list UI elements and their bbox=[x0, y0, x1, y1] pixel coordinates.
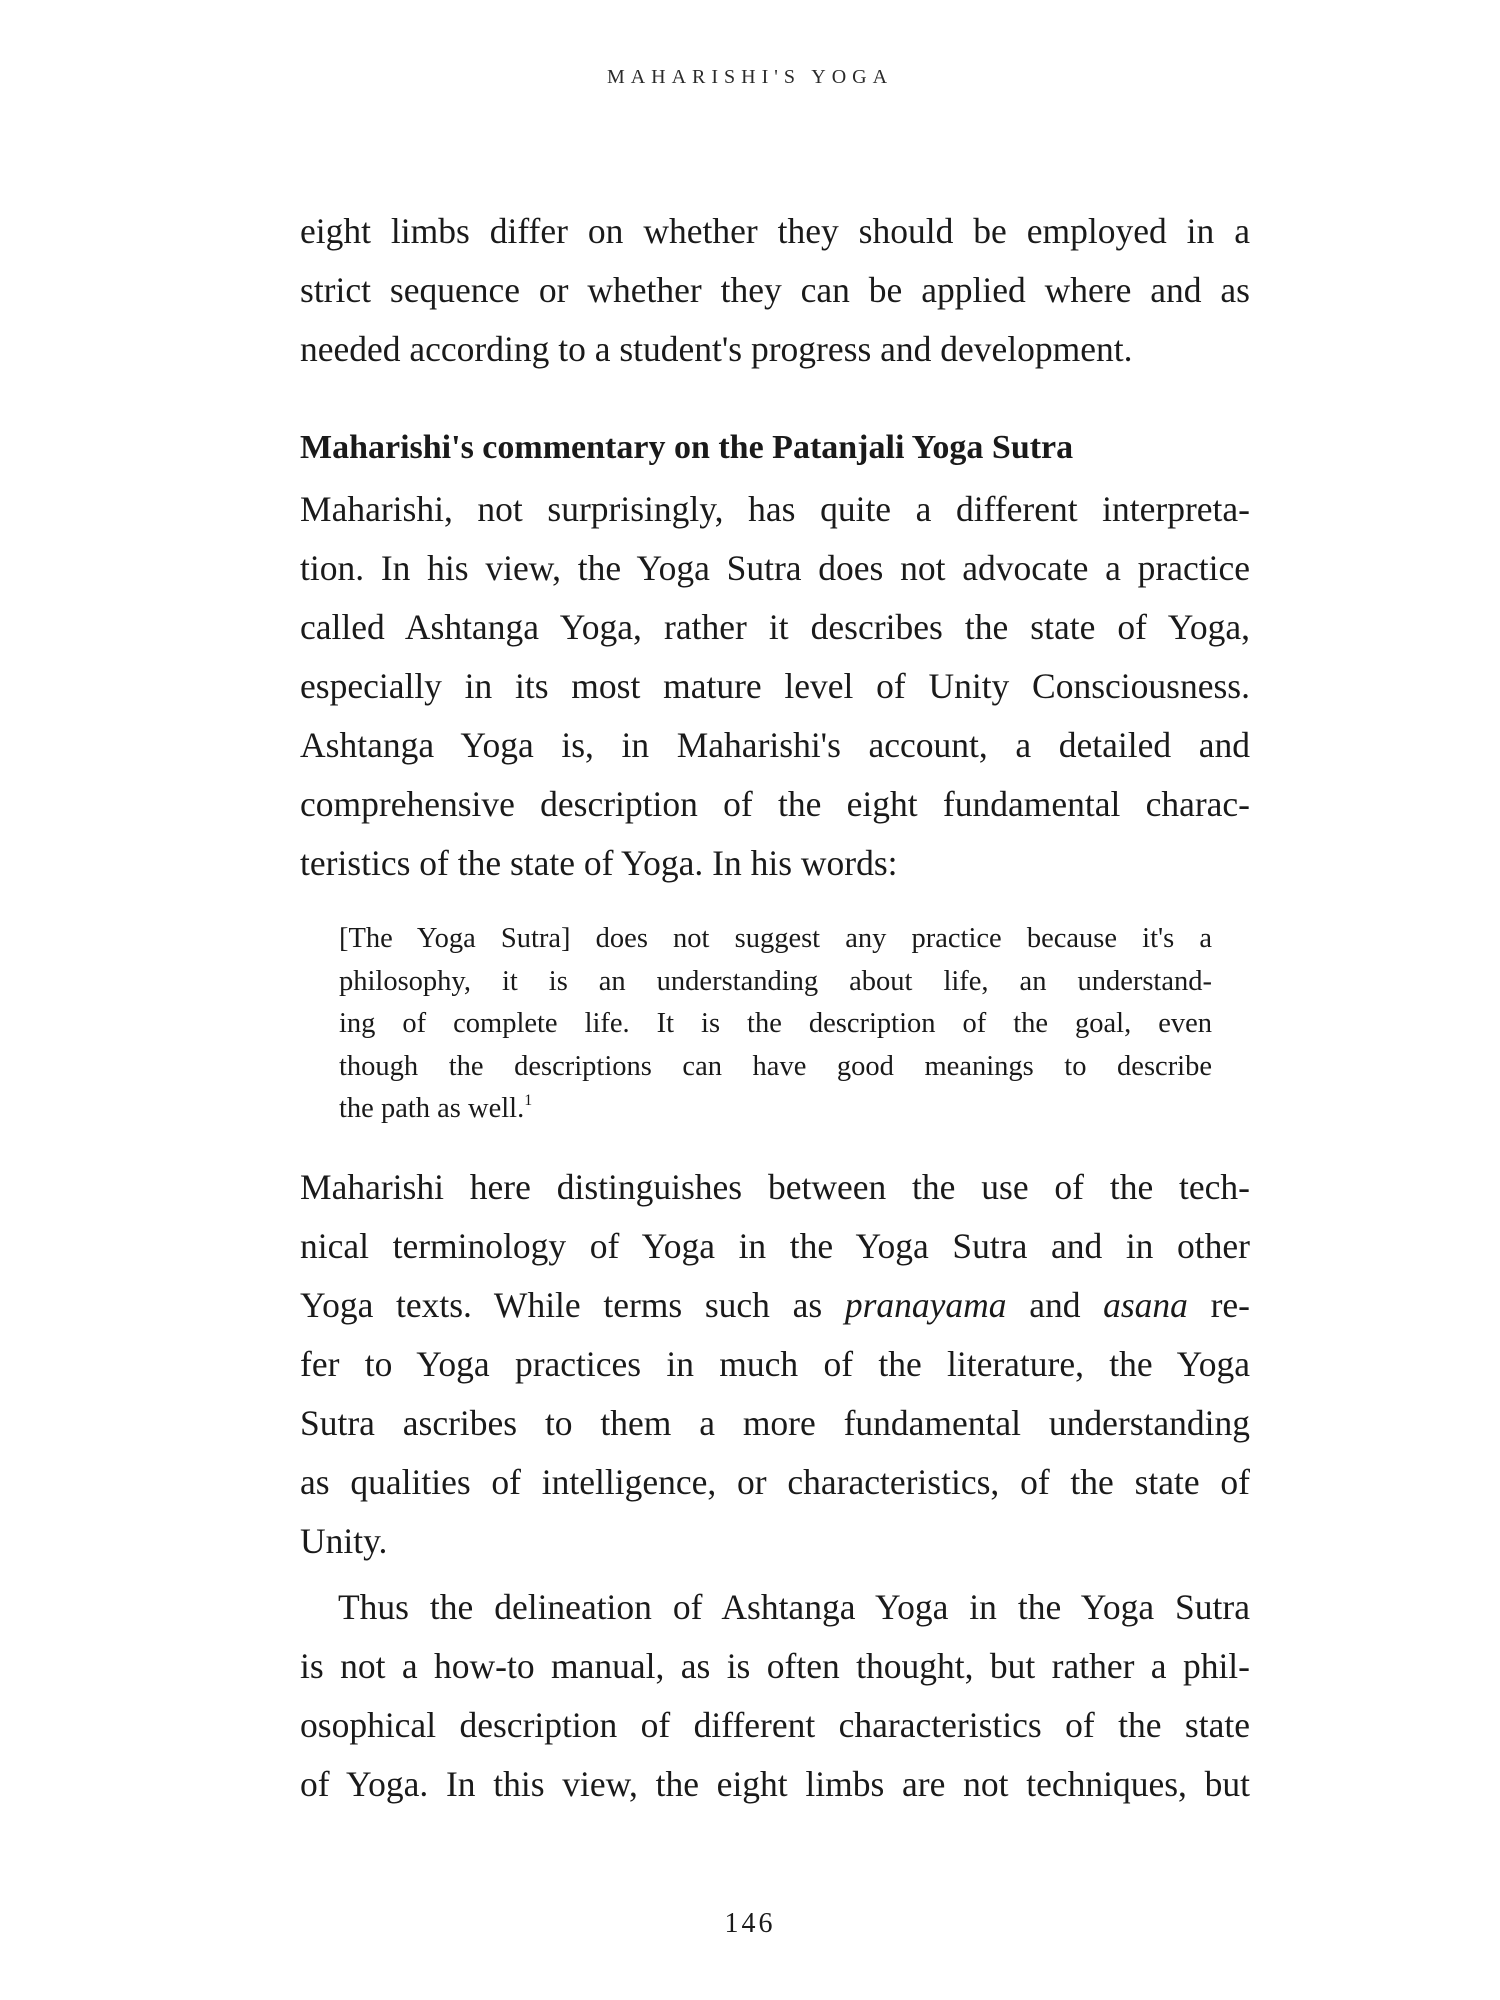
quote-line: though the descriptions can have good meanings to describe bbox=[339, 1050, 1212, 1082]
text-line: Ashtanga Yoga is, in Maharishi's account, a detailed and bbox=[300, 725, 1250, 765]
text-line: Maharishi, not surprisingly, has quite a different interpreta- bbox=[300, 489, 1250, 529]
footnote-marker: 1 bbox=[524, 1092, 533, 1109]
text-line: needed according to a student's progress and development. bbox=[300, 329, 1133, 369]
paragraph-2 bbox=[300, 1158, 1250, 1571]
paragraph-3 bbox=[300, 1578, 1250, 1814]
text-line: Thus the delineation of Ashtanga Yoga in the Yoga Sutra bbox=[338, 1587, 1250, 1627]
text-line: as qualities of intelligence, or characteristics, of the state of bbox=[300, 1462, 1250, 1502]
text-line: eight limbs differ on whether they should be employed in a bbox=[300, 211, 1250, 251]
term-asana: asana bbox=[1103, 1285, 1188, 1325]
term-pranayama: pranayama bbox=[844, 1285, 1007, 1325]
paragraph-1 bbox=[300, 480, 1250, 893]
text-line: comprehensive description of the eight fundamental charac- bbox=[300, 784, 1250, 824]
block-quote bbox=[339, 918, 1212, 1131]
quote-line: philosophy, it is an understanding about life, an understand- bbox=[339, 965, 1212, 997]
text-line: Sutra ascribes to them a more fundamental understanding bbox=[300, 1403, 1250, 1443]
text-line: strict sequence or whether they can be applied where and as bbox=[300, 270, 1250, 310]
text-line: osophical description of different characteristics of the state bbox=[300, 1705, 1250, 1745]
section-heading-block bbox=[300, 428, 1250, 468]
text-line: Maharishi here distinguishes between the use of the tech- bbox=[300, 1167, 1250, 1207]
section-heading: Maharishi's commentary on the Patanjali Yoga Sutra bbox=[300, 429, 1074, 466]
quote-line: [The Yoga Sutra] does not suggest any practice because it's a bbox=[339, 923, 1212, 954]
text-line: Unity. bbox=[300, 1521, 388, 1561]
text-line: teristics of the state of Yoga. In his words: bbox=[300, 843, 898, 883]
text-fragment: Yoga texts. While terms such as bbox=[300, 1285, 845, 1325]
running-head: MAHARISHI'S YOGA bbox=[606, 66, 894, 88]
opening-paragraph bbox=[300, 202, 1250, 379]
text-line bbox=[300, 1276, 1250, 1335]
text-line: is not a how-to manual, as is often thought, but rather a phil- bbox=[300, 1646, 1250, 1686]
text-line: called Ashtanga Yoga, rather it describes the state of Yoga, bbox=[300, 607, 1250, 647]
text-line: fer to Yoga practices in much of the literature, the Yoga bbox=[300, 1344, 1250, 1384]
quote-line: ing of complete life. It is the description of the goal, even bbox=[339, 1008, 1212, 1039]
quote-line bbox=[339, 1088, 1212, 1131]
text-fragment: and bbox=[1006, 1285, 1104, 1325]
page-number: 146 bbox=[724, 1908, 776, 1939]
text-line: especially in its most mature level of Unity Consciousness. bbox=[300, 666, 1250, 706]
text-line: tion. In his view, the Yoga Sutra does not advocate a practice bbox=[300, 548, 1250, 588]
text-fragment: re- bbox=[1187, 1285, 1250, 1325]
text-line: nical terminology of Yoga in the Yoga Sutra and in other bbox=[300, 1226, 1250, 1266]
text-line: of Yoga. In this view, the eight limbs are not techniques, but bbox=[300, 1764, 1250, 1804]
quote-line-text: the path as well. bbox=[339, 1093, 525, 1124]
